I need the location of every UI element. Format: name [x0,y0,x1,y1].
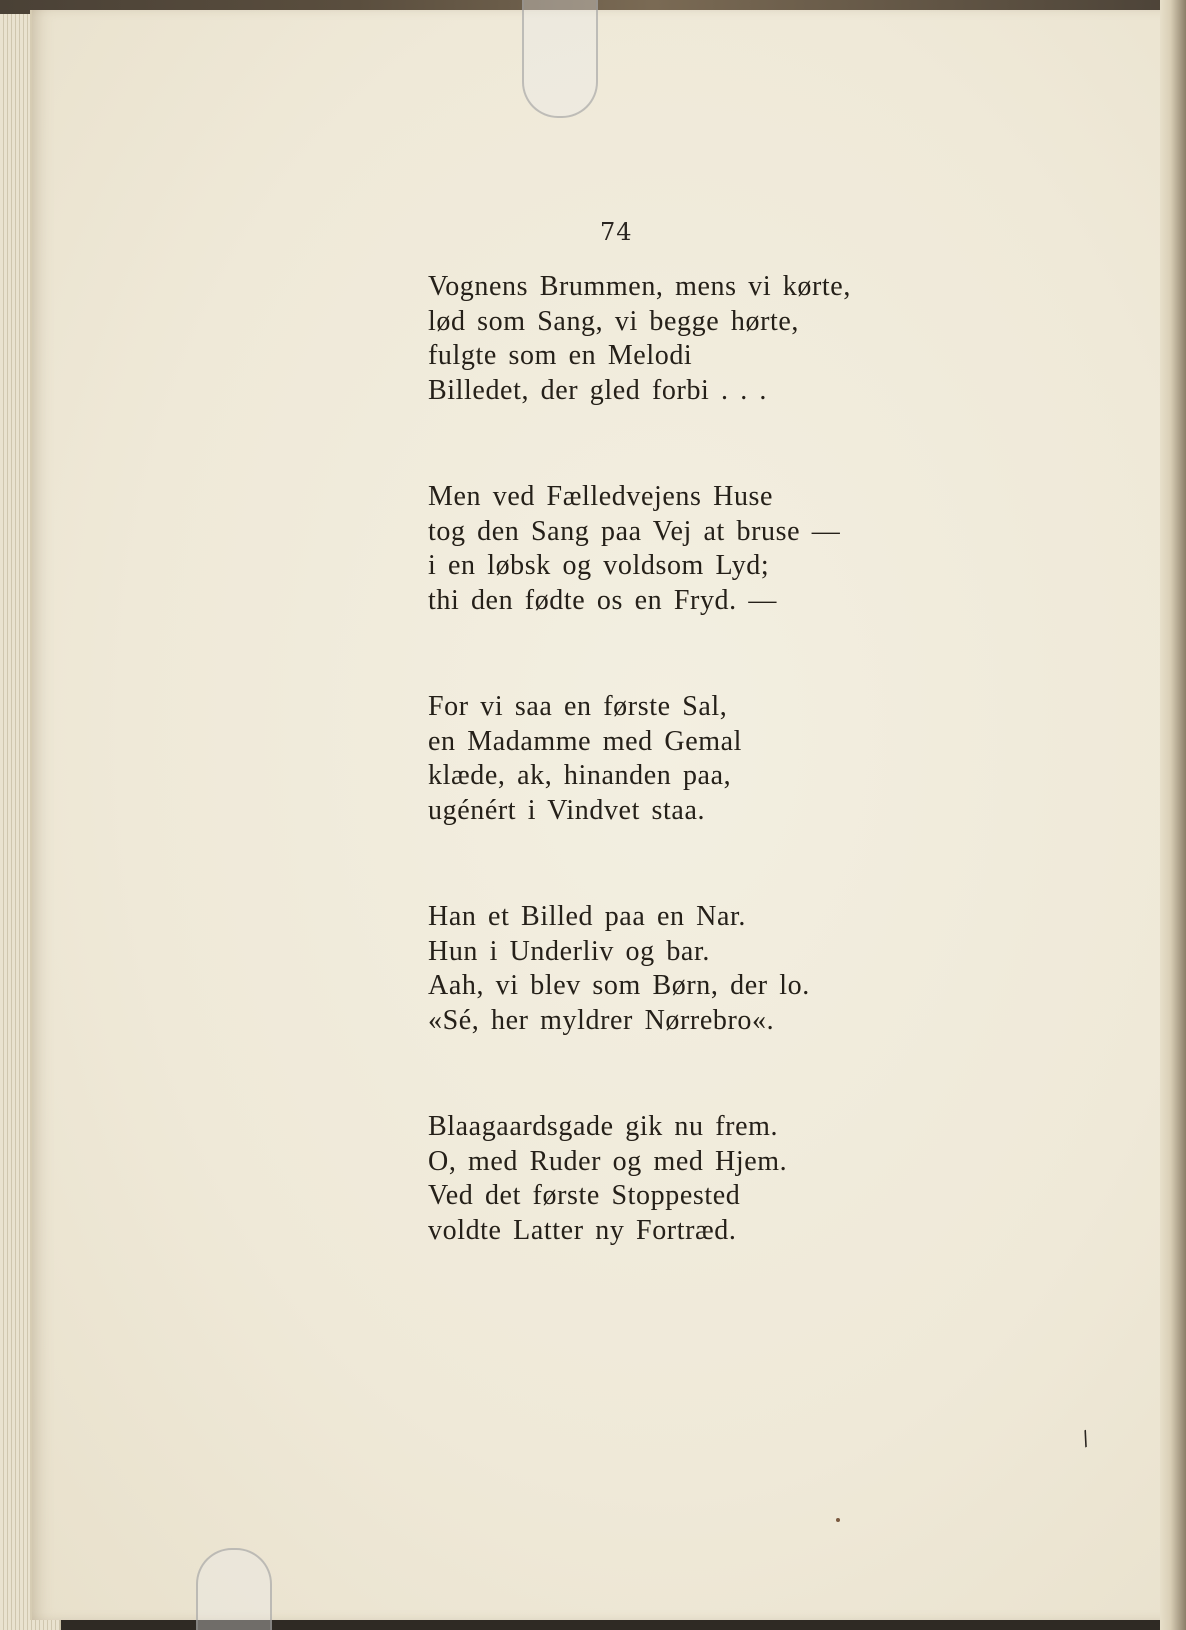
poem-line: en Madamme med Gemal [428,725,743,757]
page-clip-bottom [196,1548,272,1630]
stanza [428,900,898,1038]
poem [428,270,898,1320]
poem-line: tog den Sang paa Vej at bruse — [428,515,841,547]
poem-line: Vognens Brummen, mens vi kørte, [428,271,851,302]
poem-line: Men ved Fælledvejens Huse [428,481,774,512]
poem-line: thi den fødte os en Fryd. — [428,584,777,616]
page-right-edge [1160,0,1186,1630]
poem-line: Blaagaardsgade gik nu frem. [428,1111,779,1142]
poem-line: For vi saa en første Sal, [428,691,728,722]
poem-line: O, med Ruder og med Hjem. [428,1145,788,1177]
poem-line: klæde, ak, hinanden paa, [428,760,732,791]
page-number: 74 [600,218,633,246]
pencil-tick-mark: / [1078,1425,1093,1451]
poem-line: Han et Billed paa en Nar. [428,901,747,932]
poem-line: «Sé, her myldrer Nørrebro«. [428,1004,775,1036]
poem-line: Aah, vi blev som Børn, der lo. [428,970,810,1001]
stanza [428,690,898,828]
stanza [428,1110,898,1248]
poem-line: ugénért i Vindvet staa. [428,794,706,826]
poem-line: lød som Sang, vi begge hørte, [428,305,800,337]
poem-line: Billedet, der gled forbi . . . [428,374,768,406]
poem-line: voldte Latter ny Fortræd. [428,1214,737,1246]
page-clip-top [522,0,598,118]
stanza [428,480,898,618]
stanza [428,270,898,408]
poem-line: i en løbsk og voldsom Lyd; [428,550,770,581]
poem-line: Ved det første Stoppested [428,1180,741,1211]
poem-line: Hun i Underliv og bar. [428,935,710,967]
paper-speck [836,1518,840,1522]
poem-line: fulgte som en Melodi [428,340,693,371]
